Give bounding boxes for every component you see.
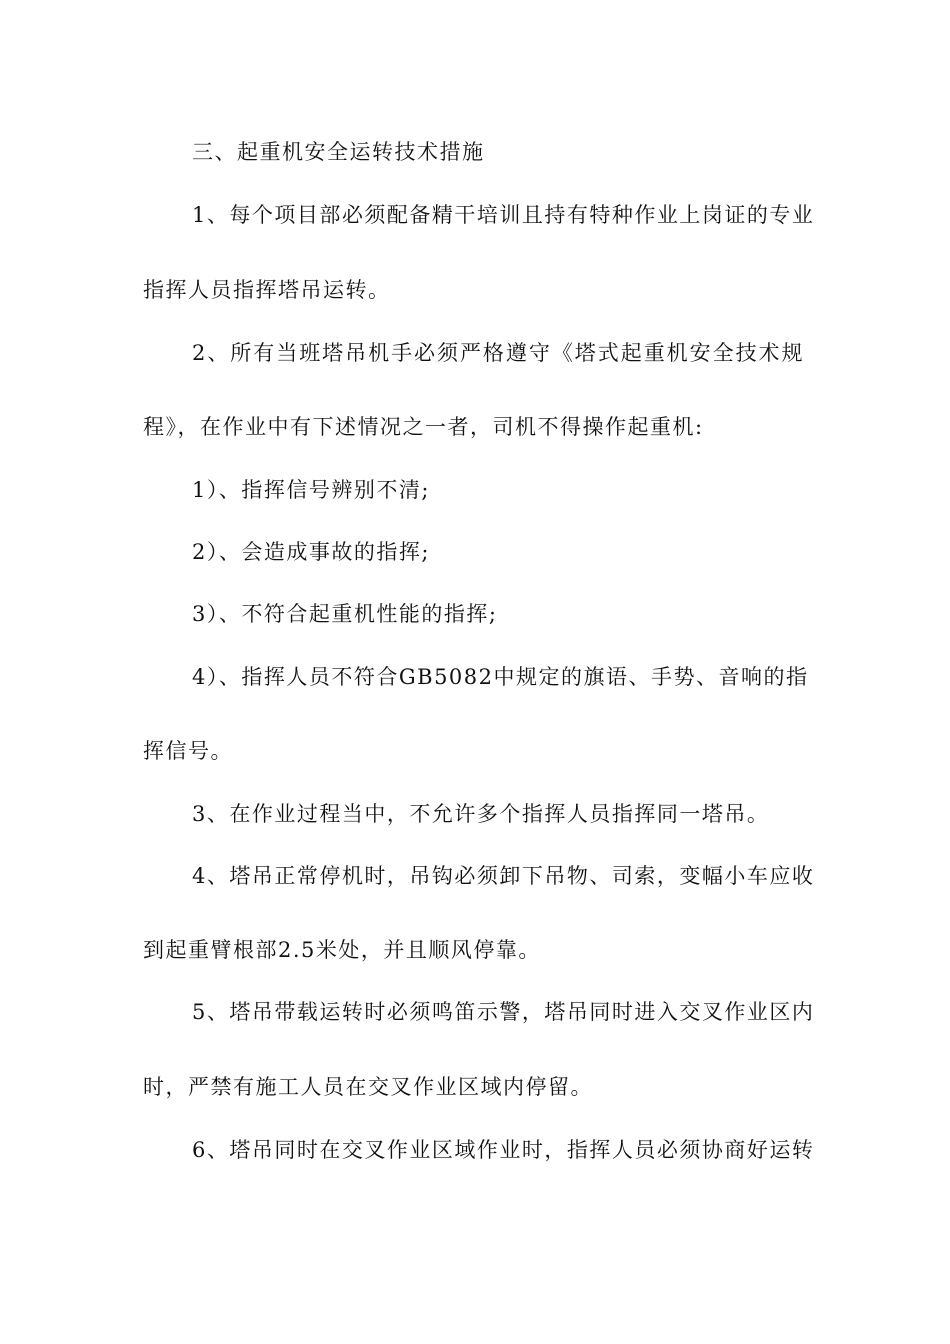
- list-item-3: 3）、不符合起重机性能的指挥;: [192, 602, 498, 626]
- list-item-2: 2）、会造成事故的指挥;: [192, 540, 430, 564]
- paragraph-1-line-2: 指挥人员指挥塔吊运转。: [143, 278, 391, 302]
- paragraph-2-line-2: 程》，在作业中有下述情况之一者，司机不得操作起重机:: [143, 415, 704, 439]
- paragraph-5-line-2: 时，严禁有施工人员在交叉作业区域内停留。: [143, 1075, 593, 1099]
- paragraph-1-line-1: 1、每个项目部必须配备精干培训且持有特种作业上岗证的专业: [192, 203, 815, 227]
- section-heading: 三、起重机安全运转技术措施: [192, 140, 485, 164]
- list-item-1: 1）、指挥信号辨别不清;: [192, 478, 430, 502]
- list-item-4-line-1: 4）、指挥人员不符合GB5082中规定的旗语、手势、音响的指: [192, 665, 809, 689]
- list-item-4-line-2: 挥信号。: [143, 739, 233, 763]
- paragraph-5-line-1: 5、塔吊带载运转时必须鸣笛示警，塔吊同时进入交叉作业区内: [192, 1000, 815, 1024]
- paragraph-3: 3、在作业过程当中，不允许多个指挥人员指挥同一塔吊。: [192, 802, 770, 826]
- paragraph-4-line-2: 到起重臂根部2.5米处，并且顺风停靠。: [143, 938, 541, 962]
- paragraph-4-line-1: 4、塔吊正常停机时，吊钩必须卸下吊物、司索，变幅小车应收: [192, 864, 815, 888]
- paragraph-6-line-1: 6、塔吊同时在交叉作业区域作业时，指挥人员必须协商好运转: [192, 1138, 815, 1162]
- paragraph-2-line-1: 2、所有当班塔吊机手必须严格遵守《塔式起重机安全技术规: [192, 341, 804, 365]
